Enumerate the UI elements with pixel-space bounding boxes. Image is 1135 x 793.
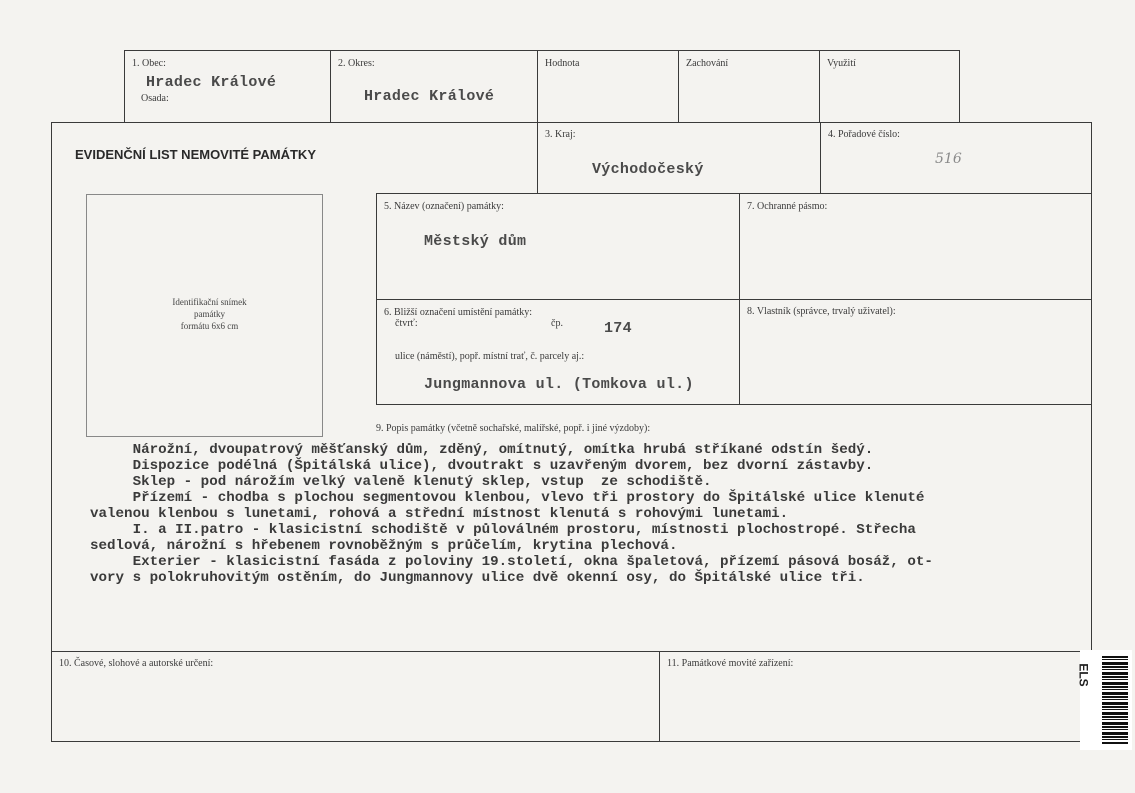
popis-line: Sklep - pod nárožím velký valeně klenutý sklep, vstup ze schodiště. [90,474,712,490]
photo-label [86,296,333,332]
popis-line: sedlová, nárožní s hřebenem rovnoběžným s průčelím, krytina plechová. [90,538,678,554]
popis-line: vory s polokruhovitým ostěním, do Jungmannovy ulice dvě okenní osy, do Špitálské ulice tři. [90,570,865,586]
barcode-label: ELS [1076,663,1091,687]
popis-line: valenou klenbou s lunetami, rohová a střední místnost klenutá s rohovými lunetami. [90,506,789,522]
popis-line: Exterier - klasicistní fasáda z poloviny 19.století, okna špaletová, přízemí pásová bosáž, ot- [90,554,933,570]
hodnota-label: Hodnota [545,58,580,69]
poradove-value: 516 [935,151,962,167]
cp-label: čp. [551,318,563,329]
zachovani-label: Zachování [686,58,729,69]
popis-line: Přízemí - chodba s plochou segmentovou klenbou, vlevo tři prostory do Špitálské ulice klenuté [90,490,925,506]
ctvrt-label: čtvrť: [395,318,418,329]
popis-line: Dispozice podélná (Špitálská ulice), dvoutrakt s uzavřeným dvorem, bez dvorní zástavby. [90,458,874,474]
photo-label-line2: památky [194,309,225,319]
barcode-icon [1102,656,1128,744]
vyuziti-label: Využití [827,58,856,69]
kraj-label: 3. Kraj: [545,129,576,140]
nazev-label: 5. Název (označení) památky: [384,201,504,212]
photo-label-line3: formátu 6x6 cm [180,321,239,331]
photo-label-line1: Identifikační snímek [172,297,247,307]
popis-label: 9. Popis památky (včetně sochařské, malířské, popř. i jiné výzdoby): [376,423,651,434]
vlastnik-label: 8. Vlastník (správce, trvalý uživatel): [747,306,896,317]
poradove-label: 4. Pořadové číslo: [828,129,900,140]
kraj-box [537,122,821,194]
obec-value: Hradec Králové [146,74,277,91]
popis-line: I. a II.patro - klasicistní schodiště v půloválném prostoru, místnosti plochostropé. Střecha [90,522,916,538]
osada-label: Osada: [141,93,169,104]
ulice-label: ulice (náměstí), popř. místní trať, č. parcely aj.: [395,351,585,362]
okres-value: Hradec Králové [364,88,495,105]
nazev-value: Městský dům [424,233,527,250]
okres-label: 2. Okres: [338,58,375,69]
barcode-sticker [1076,650,1132,750]
cp-value: 174 [604,320,632,337]
form-title: EVIDENČNÍ LIST NEMOVITÉ PAMÁTKY [75,147,316,162]
casove-label: 10. Časové, slohové a autorské určení: [59,658,214,669]
obec-label: 1. Obec: [132,58,166,69]
kraj-value: Východočeský [592,161,704,178]
ochranne-label: 7. Ochranné pásmo: [747,201,828,212]
popis-line: Nárožní, dvoupatrový měšťanský dům, zděný, omítnutý, omítka hrubá stříkané odstín šedý. [90,442,874,458]
umisteni-label: 6. Bližší označení umístění památky: [384,307,533,318]
movite-label: 11. Památkové movité zařízení: [667,658,794,669]
ulice-value: Jungmannova ul. (Tomkova ul.) [424,376,694,393]
